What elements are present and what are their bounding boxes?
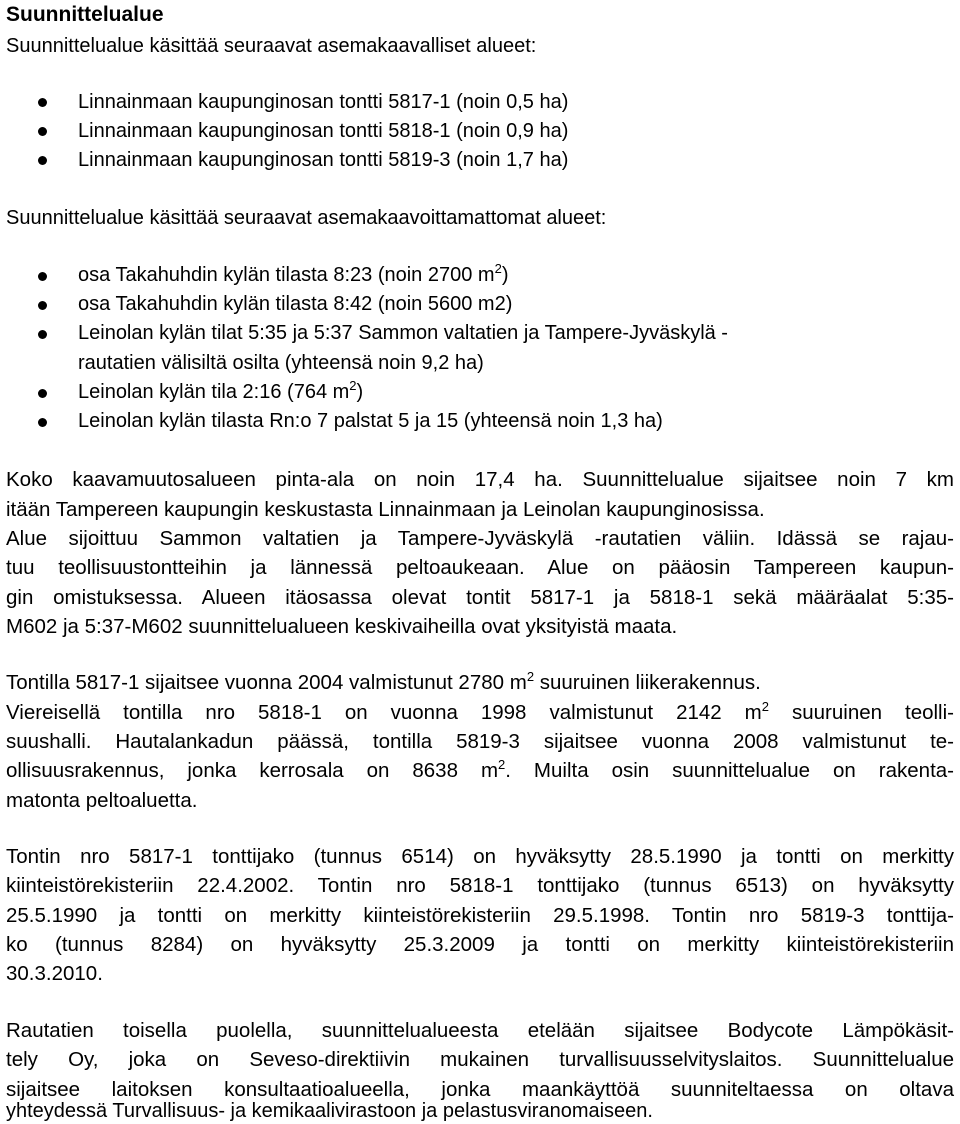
list-item-text: osa Takahuhdin kylän tilasta 8:23 (noin 2700 $m^2$) xyxy=(78,261,509,286)
text-line: gin omistuksessa. Alueen itäosassa olevat tontit 5817-1 ja 5818-1 sekä määräalat 5:35- xyxy=(6,586,954,609)
text-line: Alue sijoittuu Sammon valtatien ja Tampere-Jyväskylä -rautatien väliin. Idässä se rajau- xyxy=(6,527,954,550)
text-line: yhteydessä Turvallisuus- ja kemikaalivirastoon ja pelastusviranomaiseen. xyxy=(6,1100,653,1122)
text-line: tely Oy, joka on Seveso-direktiivin mukainen turvallisuusselvityslaitos. Suunnittelualue xyxy=(6,1048,954,1071)
text-line: sijaitsee laitoksen konsultaatioalueella, jonka maankäyttöä suunniteltaessa on oltava xyxy=(6,1078,954,1101)
list-item-text: Linnainmaan kaupunginosan tontti 5817-1 (noin 0,5 ha) xyxy=(78,91,569,113)
bullet-icon xyxy=(38,418,47,427)
text-line: Tontilla 5817-1 sijaitsee vuonna 2004 valmistunut 2780 $m^2$ suuruinen liikerakennus. xyxy=(6,669,761,694)
text-line: Rautatien toisella puolella, suunnittelualueesta etelään sijaitsee Bodycote Lämpökäsit- xyxy=(6,1019,954,1042)
text-line: ollisuusrakennus, jonka kerrosala on 8638 $m^2$. Muilta osin suunnittelualue on rakenta- xyxy=(6,757,954,782)
list-item-text-continued: rautatien välisiltä osilta (yhteensä noin 9,2 ha) xyxy=(78,352,484,374)
text-line: matonta peltoaluetta. xyxy=(6,789,198,812)
bullet-icon xyxy=(38,330,47,339)
text-line: 30.3.2010. xyxy=(6,962,103,985)
list-item-text: Leinolan kylän tilat 5:35 ja 5:37 Sammon valtatien ja Tampere-Jyväskylä - xyxy=(78,322,728,344)
text-line: tuu teollisuustontteihin ja lännessä peltoaukeaan. Alue on pääosin Tampereen kaupun- xyxy=(6,556,954,579)
bullet-icon xyxy=(38,389,47,398)
text-line: ko (tunnus 8284) on hyväksytty 25.3.2009 ja tontti on merkitty kiinteistörekisteriin xyxy=(6,933,954,956)
text-line: suushalli. Hautalankadun päässä, tontilla 5819-3 sijaitsee vuonna 2008 valmistunut te- xyxy=(6,730,954,753)
list-item-text: Linnainmaan kaupunginosan tontti 5819-3 (noin 1,7 ha) xyxy=(78,149,569,171)
intro-planned-areas: Suunnittelualue käsittää seuraavat asemakaavalliset alueet: xyxy=(6,35,537,57)
bullet-icon xyxy=(38,272,47,281)
list-item-text: osa Takahuhdin kylän tilasta 8:42 (noin 5600 m2) xyxy=(78,293,513,315)
list-item-text: Leinolan kylän tila 2:16 (764 $m^2$) xyxy=(78,378,364,403)
bullet-icon xyxy=(38,127,47,136)
bullet-icon xyxy=(38,301,47,310)
list-item-text: Leinolan kylän tilasta Rn:o 7 palstat 5 ja 15 (yhteensä noin 1,3 ha) xyxy=(78,410,663,432)
section-title: Suunnittelualue xyxy=(6,3,164,26)
text-line: Viereisellä tontilla nro 5818-1 on vuonna 1998 valmistunut 2142 $m^2$ suuruinen teolli- xyxy=(6,699,954,724)
text-line: Koko kaavamuutosalueen pinta-ala on noin 17,4 ha. Suunnittelualue sijaitsee noin 7 km xyxy=(6,468,954,491)
list-item-text: Linnainmaan kaupunginosan tontti 5818-1 (noin 0,9 ha) xyxy=(78,120,569,142)
text-line: Tontin nro 5817-1 tonttijako (tunnus 6514) on hyväksytty 28.5.1990 ja tontti on merkitty xyxy=(6,845,954,868)
text-line: kiinteistörekisteriin 22.4.2002. Tontin nro 5818-1 tonttijako (tunnus 6513) on hyväksytty xyxy=(6,874,954,897)
intro-unplanned-areas: Suunnittelualue käsittää seuraavat asemakaavoittamattomat alueet: xyxy=(6,207,607,229)
bullet-icon xyxy=(38,156,47,165)
text-line: 25.5.1990 ja tontti on merkitty kiinteistörekisteriin 29.5.1998. Tontin nro 5819-3 tonttija- xyxy=(6,904,954,927)
text-line: M602 ja 5:37-M602 suunnittelualueen keskivaiheilla ovat yksityistä maata. xyxy=(6,615,678,638)
bullet-icon xyxy=(38,98,47,107)
text-line: itään Tampereen kaupungin keskustasta Linnainmaan ja Leinolan kaupunginosissa. xyxy=(6,498,765,521)
